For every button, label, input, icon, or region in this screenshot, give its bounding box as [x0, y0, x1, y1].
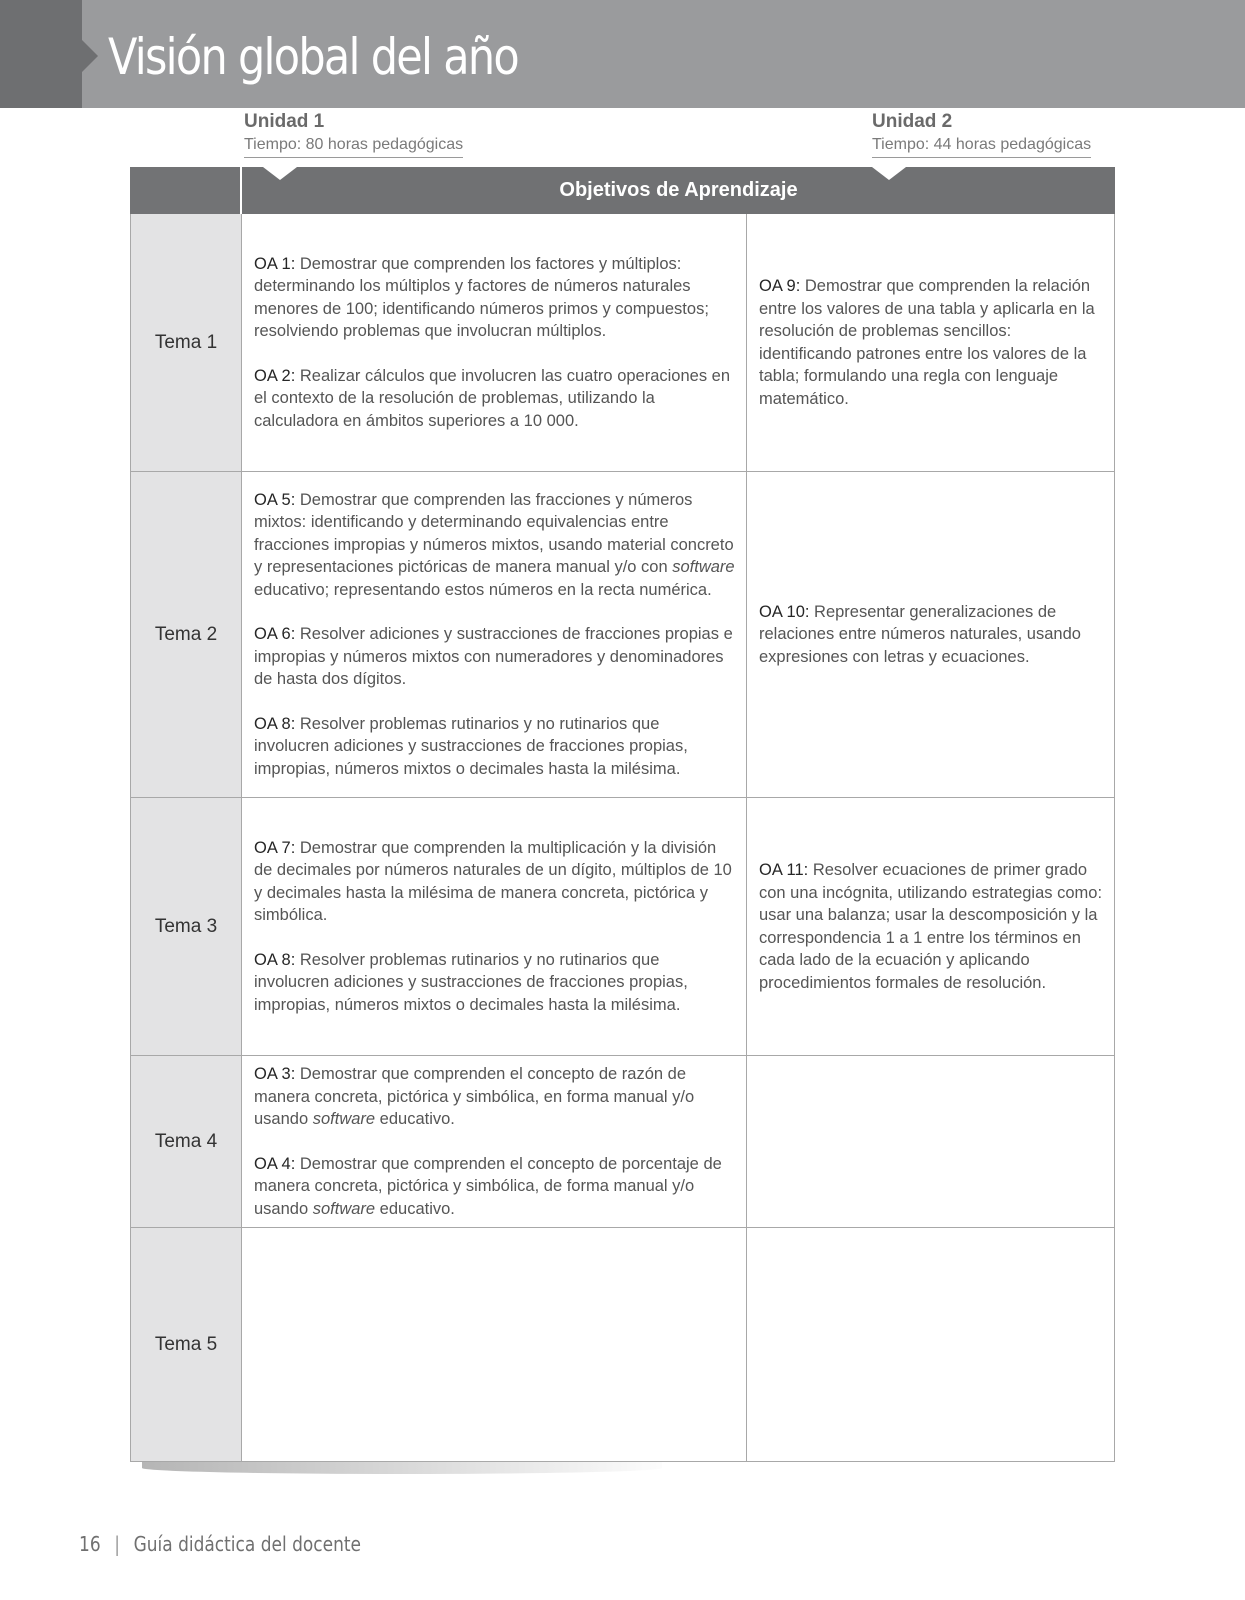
unit-2-notch-icon [872, 167, 906, 180]
unit-2-time: Tiempo: 44 horas pedagógicas [872, 134, 1091, 158]
objective-text: educativo; representando estos números en la recta numérica. [254, 580, 712, 599]
objective-text: Demostrar que comprenden el concepto de porcentaje de manera concreta, pictórica y simbólica, de forma manual y/o usando [254, 1154, 722, 1218]
table-row-tema-4 [130, 1056, 1115, 1228]
objective-oa-5 [254, 489, 736, 602]
objective-text: Representar generalizaciones de relaciones entre números naturales, usando expresiones con letras y ecuaciones. [759, 602, 1081, 666]
objective-text: Demostrar que comprenden la multiplicación y la división de decimales por números naturales de un dígito, múltiplos de 10 y decimales hasta la milésima de manera concreta, pictórica y simbólica. [254, 838, 732, 925]
objective-oa-1 [254, 253, 736, 343]
unit-1-cell [242, 1228, 747, 1461]
objective-code: OA 3: [254, 1065, 296, 1083]
objective-oa-4 [254, 1153, 736, 1221]
page-footer [79, 1532, 361, 1556]
unit-1-notch-icon [263, 167, 297, 180]
table-header-corner [130, 167, 242, 214]
objective-oa-3 [254, 1063, 736, 1131]
table-row-tema-5 [130, 1228, 1115, 1462]
footer-separator: | [114, 1532, 120, 1556]
table-row-tema-2 [130, 472, 1115, 798]
unit-1-cell [242, 472, 747, 797]
unit-2-cell [747, 1228, 1115, 1461]
objective-emphasis: software [312, 1110, 376, 1128]
tema-label: Tema 1 [130, 214, 242, 471]
objective-code: OA 5: [254, 490, 296, 509]
objective-oa-2 [254, 365, 736, 433]
objective-code: OA 11: [759, 861, 809, 879]
objective-oa-10 [759, 601, 1104, 669]
objective-text: Realizar cálculos que involucren las cuatro operaciones en el contexto de la resolución de problemas, utilizando la calculadora en ámbitos superiores a 10 000. [254, 366, 731, 430]
unit-1-cell [242, 1056, 747, 1227]
header-arrow-icon [82, 40, 98, 72]
table-row-tema-1 [130, 214, 1115, 472]
table-shadow [142, 1462, 662, 1474]
unit-1-name: Unidad 1 [244, 111, 325, 132]
tema-label: Tema 4 [130, 1056, 242, 1227]
unit-1-heading [244, 110, 463, 158]
objective-code: OA 8: [254, 950, 296, 969]
unit-1-time: Tiempo: 80 horas pedagógicas [244, 134, 463, 158]
objective-code: OA 4: [254, 1154, 296, 1173]
unit-2-cell [747, 1056, 1115, 1227]
footer-text: Guía didáctica del docente [133, 1532, 361, 1556]
unit-2-name: Unidad 2 [872, 111, 953, 132]
page-number: 16 [79, 1532, 101, 1556]
objective-text: Demostrar que comprenden las fracciones y números mixtos: identificando y determinando equivalencias entre fracciones impropias y números mixtos, usando material concreto y representaciones pictóricas de manera manual y/o con [254, 490, 734, 577]
objective-code: OA 8: [254, 714, 296, 733]
table-row-tema-3 [130, 798, 1115, 1056]
unit-2-cell [747, 798, 1115, 1055]
objective-oa-9 [759, 275, 1104, 410]
objective-oa-6 [254, 623, 736, 691]
objective-oa-7 [254, 837, 736, 927]
table-header-title: Objetivos de Aprendizaje [559, 179, 798, 201]
objective-code: OA 1: [254, 254, 296, 273]
objective-oa-8 [254, 949, 736, 1017]
objective-text: Resolver problemas rutinarios y no rutinarios que involucren adiciones y sustracciones de fracciones propias, impropias, números mixtos o decimales hasta la milésima. [254, 950, 688, 1014]
unit-1-cell [242, 798, 747, 1055]
objective-text: Resolver problemas rutinarios y no rutinarios que involucren adiciones y sustracciones de fracciones propias, impropias, números mixtos o decimales hasta la milésima. [254, 714, 688, 778]
objective-text: Resolver ecuaciones de primer grado con una incógnita, utilizando estrategias como: usar una balanza; usar la descomposición y la correspondencia 1 a 1 entre los términos en cada lado de la ecuación y aplicando procedimientos formales de resolución. [759, 861, 1103, 992]
objective-code: OA 10: [759, 602, 810, 621]
unit-2-cell [747, 472, 1115, 797]
unit-1-cell [242, 214, 747, 471]
tema-label: Tema 3 [130, 798, 242, 1055]
objectives-table [130, 167, 1115, 1462]
objective-code: OA 9: [759, 277, 801, 295]
objective-code: OA 6: [254, 625, 296, 644]
unit-2-cell [747, 214, 1115, 471]
objective-text: educativo. [375, 1110, 455, 1128]
objective-code: OA 2: [254, 366, 296, 385]
objective-text: Demostrar que comprenden la relación entre los valores de una tabla y aplicarla en la resolución de problemas sencillos: identificando patrones entre los valores de la tabla; formulando una regla con lenguaje matemático. [759, 277, 1095, 408]
objective-oa-8 [254, 713, 736, 781]
tema-label: Tema 2 [130, 472, 242, 797]
objective-text: educativo. [375, 1199, 455, 1218]
objective-text: Demostrar que comprenden el concepto de razón de manera concreta, pictórica y simbólica, en forma manual y/o usando [254, 1065, 695, 1128]
objective-emphasis: software [672, 558, 735, 577]
objective-text: Resolver adiciones y sustracciones de fracciones propias e impropias y números mixtos con numeradores y denominadores de hasta dos dígitos. [254, 625, 733, 689]
unit-2-heading [872, 110, 1091, 158]
page-title: Visión global del año [108, 28, 518, 86]
objective-emphasis: software [312, 1199, 376, 1218]
objective-code: OA 7: [254, 838, 296, 857]
objective-oa-11 [759, 859, 1104, 994]
header-tab [0, 0, 82, 108]
objective-text: Demostrar que comprenden los factores y múltiplos: determinando los múltiplos y factores de números naturales menores de 100; identificando números primos y compuestos; resolviendo problemas que involucran múltiplos. [254, 254, 709, 341]
table-header [130, 167, 1115, 214]
tema-label: Tema 5 [130, 1228, 242, 1461]
